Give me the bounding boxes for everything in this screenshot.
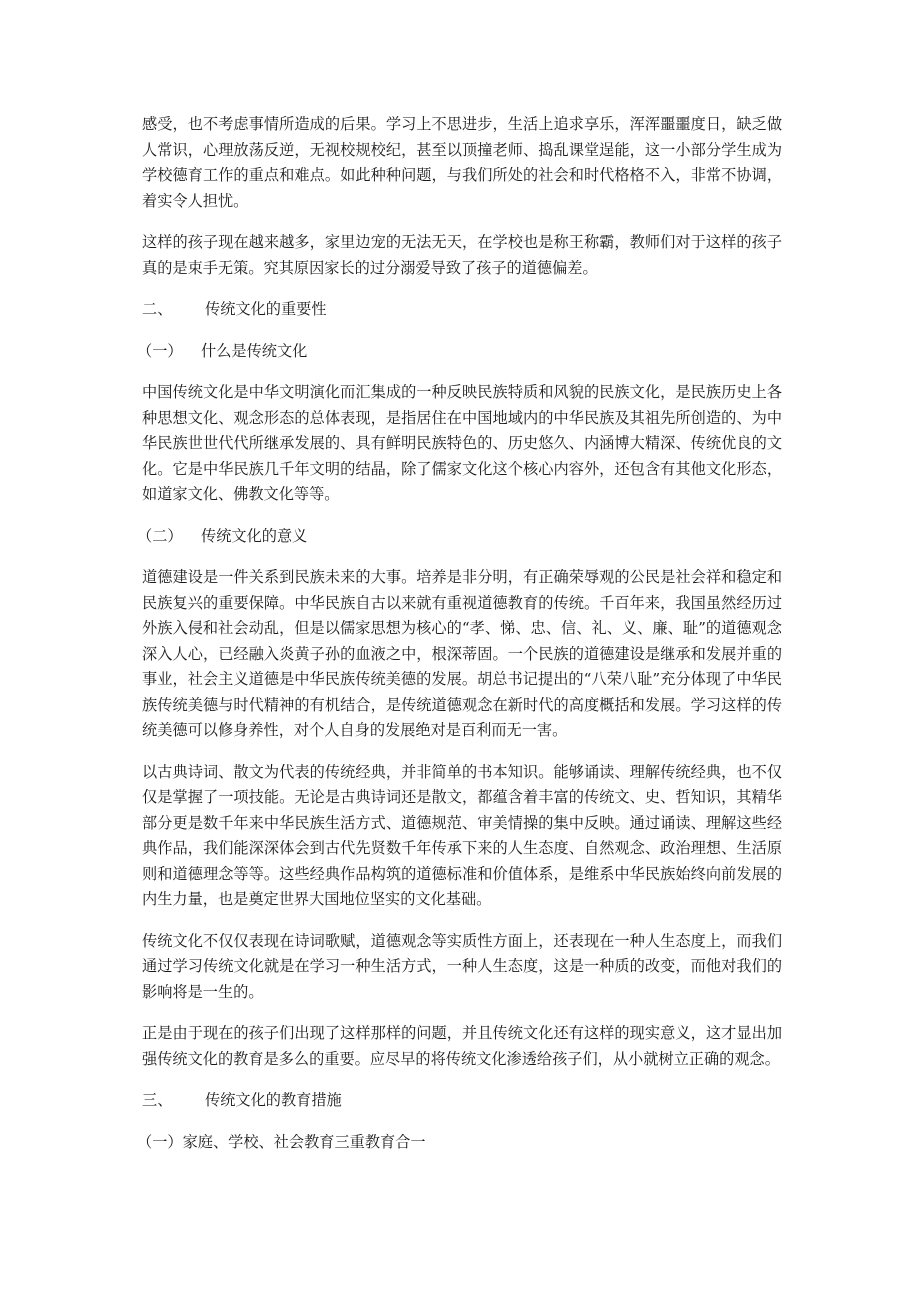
section-title: 传统文化的重要性	[205, 300, 327, 318]
subsection-heading	[137, 524, 782, 550]
paragraph: 中国传统文化是中华文明演化而汇集成的一种反映民族特质和风貌的民族文化，是民族历史上各种思想文化、观念形态的总体表现，是指居住在中国地域内的中华民族及其祖先所创造的、为中华民族世世代代所继承发展的、具有鲜明民族特色的、历史悠久、内涵博大精深、传统优良的文化。它是中华民族几千年文明的结晶，除了儒家文化这个核心内容外，还包含有其他文化形态，如道家文化、佛教文化等等。	[142, 383, 782, 503]
document-page	[137, 112, 782, 1171]
subsection-number: （二）	[137, 526, 183, 545]
paragraph: 这样的孩子现在越来越多，家里边宠的无法无天，在学校也是称王称霸，教师们对于这样的孩子真的是束手无策。究其原因家长的过分溺爱导致了孩子的道德偏差。	[142, 233, 782, 277]
paragraph: 道德建设是一件关系到民族未来的大事。培养是非分明，有正确荣辱观的公民是社会祥和稳定和民族复兴的重要保障。中华民族自古以来就有重视道德教育的传统。千百年来，我国虽然经历过外族入侵和社会动乱，但是以儒家思想为核心的“孝、悌、忠、信、礼、义、廉、耻”的道德观念深入人心，已经融入炎黄子孙的血液之中，根深蒂固。一个民族的道德建设是继承和发展并重的事业，社会主义道德是中华民族传统美德的发展。胡总书记提出的“八荣八耻”充分体现了中华民族传统美德与时代精神的有机结合，是传统道德观念在新时代的高度概括和发展。学习这样的传统美德可以修身养性，对个人自身的发展绝对是百利而无一害。	[142, 568, 782, 739]
subsection-heading	[137, 1130, 782, 1156]
section-number: 三、	[142, 1091, 173, 1109]
paragraph: 以古典诗词、散文为代表的传统经典，并非简单的书本知识。能够诵读、理解传统经典，也不仅仅是掌握了一项技能。无论是古典诗词还是散文，都蕴含着丰富的传统文、史、哲知识，其精华部分更是数千年来中华民族生活方式、道德规范、审美情操的集中反映。通过诵读、理解这些经典作品，我们能深深体会到古代先贤数千年传承下来的人生态度、自然观念、政治理想、生活原则和道德理念等等。这些经典作品构筑的道德标准和价值体系，是维系中华民族始终向前发展的内生力量，也是奠定世界大国地位坚实的文化基础。	[142, 762, 782, 908]
subsection-number: （一）	[137, 1132, 183, 1151]
subsection-title: 传统文化的意义	[201, 526, 308, 545]
subsection-heading	[137, 339, 782, 365]
section-title: 传统文化的教育措施	[205, 1091, 342, 1109]
section-number: 二、	[142, 300, 173, 318]
subsection-number: （一）	[137, 341, 183, 360]
subsection-title: 家庭、学校、社会教育三重教育合一	[182, 1132, 426, 1151]
subsection-title: 什么是传统文化	[201, 341, 308, 360]
section-heading	[142, 297, 782, 323]
paragraph: 感受，也不考虑事情所造成的后果。学习上不思进步，生活上追求享乐，浑浑噩噩度日，缺乏做人常识，心理放荡反逆，无视校规校纪，甚至以顶撞老师、捣乱课堂逞能，这一小部分学生成为学校德育工作的重点和难点。如此种种问题，与我们所处的社会和时代格格不入，非常不协调，着实令人担忧。	[142, 115, 782, 210]
paragraph: 传统文化不仅仅表现在诗词歌赋，道德观念等实质性方面上，还表现在一种人生态度上，而我们通过学习传统文化就是在学习一种生活方式，一种人生态度，这是一种质的改变，而他对我们的影响将是一生的。	[142, 931, 782, 1001]
section-heading	[142, 1088, 782, 1114]
paragraph: 正是由于现在的孩子们出现了这样那样的问题，并且传统文化还有这样的现实意义，这才显出加强传统文化的教育是多么的重要。应尽早的将传统文化渗透给孩子们，从小就树立正确的观念。	[142, 1024, 782, 1068]
